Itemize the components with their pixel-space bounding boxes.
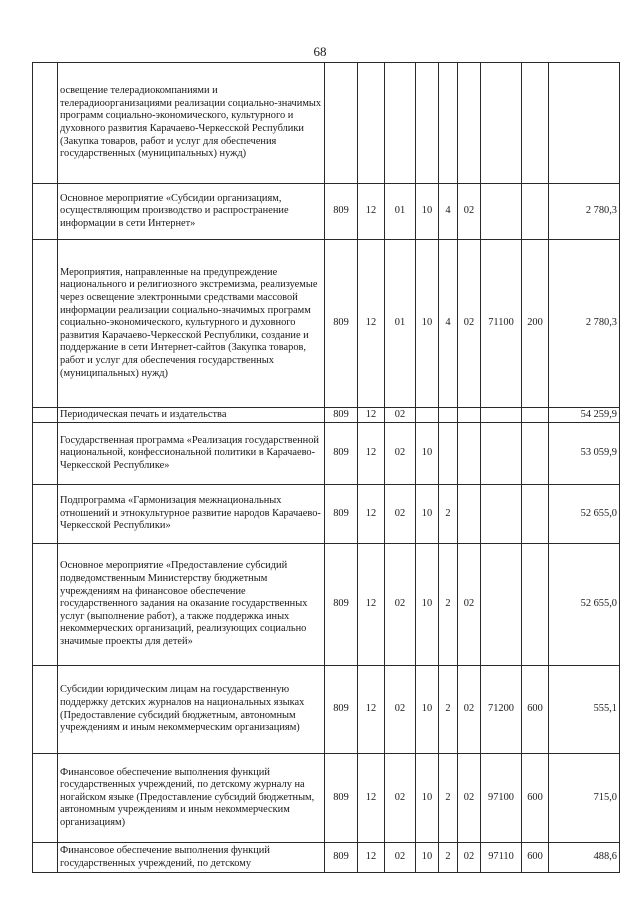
item-name: Субсидии юридическим лицам на государственную поддержку детских журналов на национальных языках (Предоставление субсидий бюджетным, автономным учреждениям и иным некоммерческим организациям) [58, 666, 325, 754]
subsection-code [385, 63, 416, 184]
activity-code [458, 423, 481, 485]
table-row [33, 423, 620, 485]
direction-code: 97110 [481, 843, 522, 873]
activity-code: 02 [458, 544, 481, 666]
blank-cell [33, 184, 58, 240]
item-name: Подпрограмма «Гармонизация межнациональных отношений и этнокультурное развитие народов Карачаево-Черкесской Республики» [58, 485, 325, 544]
expense-type-code: 600 [522, 843, 549, 873]
expense-type-code: 600 [522, 754, 549, 843]
subprogram-code: 4 [439, 240, 458, 408]
section-code: 12 [358, 544, 385, 666]
subsection-code: 02 [385, 544, 416, 666]
amount: 54 259,9 [549, 408, 620, 423]
program-code: 10 [416, 843, 439, 873]
subprogram-code: 2 [439, 843, 458, 873]
blank-cell [33, 423, 58, 485]
item-name: Периодическая печать и издательства [58, 408, 325, 423]
item-name: освещение телерадиокомпаниями и телерадиоорганизациями реализации социально-значимых программ социально-экономического, культурного и духовного развития Карачаево-Черкесской Республики (Закупка товаров, работ и услуг для обеспечения государственных (муниципальных) нужд) [58, 63, 325, 184]
expense-type-code [522, 485, 549, 544]
direction-code [481, 408, 522, 423]
subsection-code: 02 [385, 408, 416, 423]
section-code: 12 [358, 754, 385, 843]
section-code [358, 63, 385, 184]
ministry-code: 809 [325, 485, 358, 544]
amount [549, 63, 620, 184]
table-row [33, 843, 620, 873]
table-row [33, 485, 620, 544]
program-code: 10 [416, 485, 439, 544]
activity-code: 02 [458, 184, 481, 240]
direction-code [481, 184, 522, 240]
program-code: 10 [416, 184, 439, 240]
expense-type-code [522, 184, 549, 240]
subprogram-code: 2 [439, 666, 458, 754]
activity-code [458, 63, 481, 184]
amount: 52 655,0 [549, 544, 620, 666]
blank-cell [33, 666, 58, 754]
subsection-code: 02 [385, 754, 416, 843]
activity-code: 02 [458, 843, 481, 873]
table-row [33, 754, 620, 843]
expense-type-code [522, 63, 549, 184]
blank-cell [33, 754, 58, 843]
table-row [33, 63, 620, 184]
program-code: 10 [416, 666, 439, 754]
amount: 488,6 [549, 843, 620, 873]
subprogram-code: 2 [439, 485, 458, 544]
subprogram-code: 2 [439, 754, 458, 843]
section-code: 12 [358, 240, 385, 408]
expense-type-code [522, 544, 549, 666]
activity-code: 02 [458, 666, 481, 754]
subsection-code: 02 [385, 485, 416, 544]
item-name: Государственная программа «Реализация государственной национальной, конфессиональной политики в Карачаево-Черкесской Республике» [58, 423, 325, 485]
amount: 715,0 [549, 754, 620, 843]
amount: 52 655,0 [549, 485, 620, 544]
table-row [33, 184, 620, 240]
direction-code [481, 485, 522, 544]
section-code: 12 [358, 408, 385, 423]
program-code [416, 63, 439, 184]
section-code: 12 [358, 423, 385, 485]
program-code: 10 [416, 544, 439, 666]
ministry-code: 809 [325, 544, 358, 666]
amount: 2 780,3 [549, 240, 620, 408]
program-code [416, 408, 439, 423]
item-name: Финансовое обеспечение выполнения функций государственных учреждений, по детскому [58, 843, 325, 873]
subprogram-code [439, 423, 458, 485]
item-name: Мероприятия, направленные на предупреждение национального и религиозного экстремизма, реализуемые через освещение электронными средствами массовой информации реализации социально-значимых программ социально-экономического, культурного и духовного развития Карачаево-Черкесской Республики, создание и поддержание в сети Интернет-сайтов (Закупка товаров, работ и услуг для обеспечения государственных (муниципальных) нужд) [58, 240, 325, 408]
table-row [33, 408, 620, 423]
subsection-code: 02 [385, 666, 416, 754]
direction-code: 71100 [481, 240, 522, 408]
blank-cell [33, 843, 58, 873]
ministry-code: 809 [325, 754, 358, 843]
subprogram-code [439, 408, 458, 423]
blank-cell [33, 63, 58, 184]
blank-cell [33, 485, 58, 544]
activity-code [458, 485, 481, 544]
section-code: 12 [358, 184, 385, 240]
ministry-code: 809 [325, 666, 358, 754]
expense-type-code [522, 423, 549, 485]
subprogram-code: 2 [439, 544, 458, 666]
subsection-code: 02 [385, 843, 416, 873]
subprogram-code: 4 [439, 184, 458, 240]
program-code: 10 [416, 423, 439, 485]
budget-table [32, 62, 620, 873]
blank-cell [33, 408, 58, 423]
page-number: 68 [313, 44, 327, 59]
activity-code: 02 [458, 754, 481, 843]
section-code: 12 [358, 666, 385, 754]
activity-code [458, 408, 481, 423]
ministry-code: 809 [325, 423, 358, 485]
amount: 53 059,9 [549, 423, 620, 485]
blank-cell [33, 240, 58, 408]
direction-code: 97100 [481, 754, 522, 843]
subsection-code: 02 [385, 423, 416, 485]
direction-code [481, 63, 522, 184]
item-name: Основное мероприятие «Предоставление субсидий подведомственным Министерству бюджетным учреждениям на финансовое обеспечение государственного задания на оказание государственных услуг (выполнение работ), а также поддержка иных некоммерческих организаций, реализующих социально значимые проекты для детей» [58, 544, 325, 666]
ministry-code [325, 63, 358, 184]
program-code: 10 [416, 240, 439, 408]
subprogram-code [439, 63, 458, 184]
ministry-code: 809 [325, 843, 358, 873]
ministry-code: 809 [325, 184, 358, 240]
direction-code: 71200 [481, 666, 522, 754]
table-row [33, 240, 620, 408]
item-name: Финансовое обеспечение выполнения функций государственных учреждений, по детскому журналу на ногайском языке (Предоставление субсидий бюджетным, автономным учреждениям и иным некоммерческим организациям) [58, 754, 325, 843]
ministry-code: 809 [325, 240, 358, 408]
blank-cell [33, 544, 58, 666]
subsection-code: 01 [385, 240, 416, 408]
activity-code: 02 [458, 240, 481, 408]
section-code: 12 [358, 485, 385, 544]
amount: 555,1 [549, 666, 620, 754]
item-name: Основное мероприятие «Субсидии организациям, осуществляющим производство и распространение информации в сети Интернет» [58, 184, 325, 240]
ministry-code: 809 [325, 408, 358, 423]
subsection-code: 01 [385, 184, 416, 240]
direction-code [481, 423, 522, 485]
direction-code [481, 544, 522, 666]
expense-type-code: 600 [522, 666, 549, 754]
section-code: 12 [358, 843, 385, 873]
expense-type-code: 200 [522, 240, 549, 408]
program-code: 10 [416, 754, 439, 843]
table-row [33, 544, 620, 666]
expense-type-code [522, 408, 549, 423]
table-row [33, 666, 620, 754]
amount: 2 780,3 [549, 184, 620, 240]
